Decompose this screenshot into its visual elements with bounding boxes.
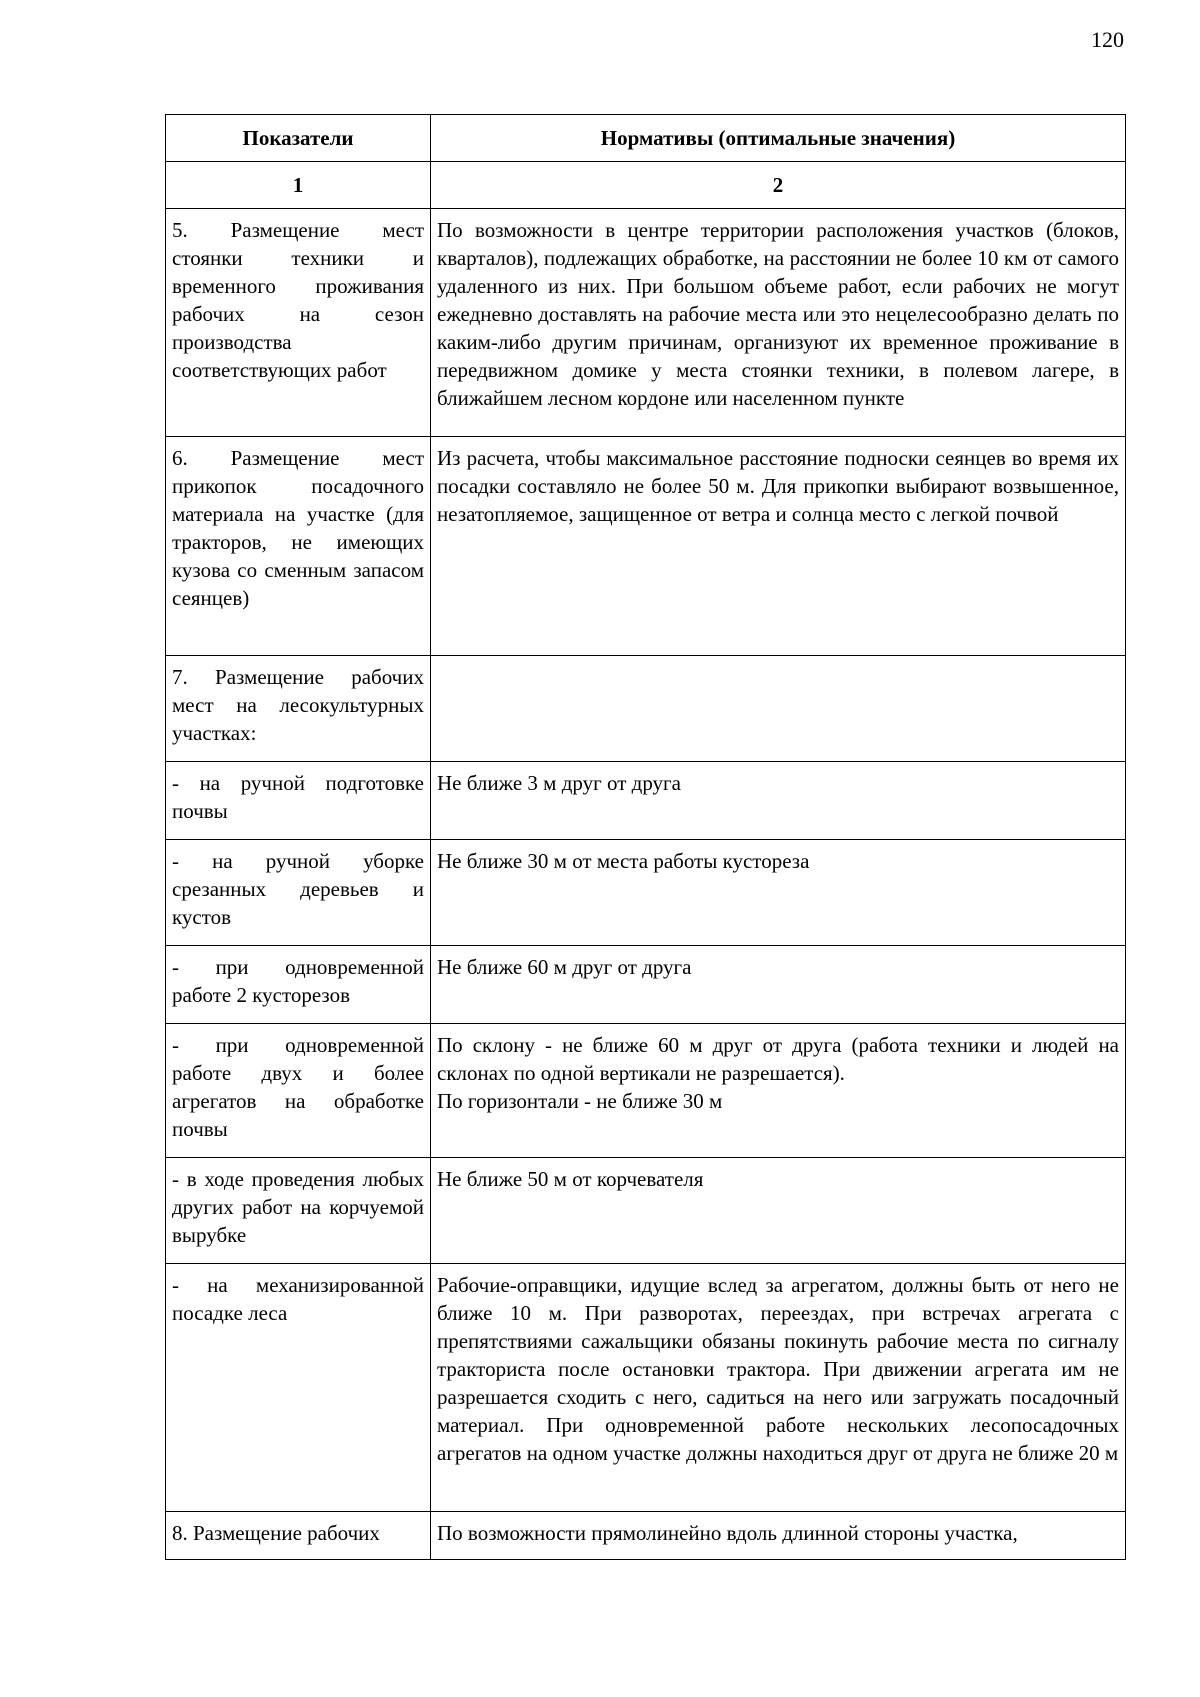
table-row xyxy=(166,1512,1126,1560)
table-header-row xyxy=(166,115,1126,162)
norm-cell xyxy=(431,762,1126,840)
indicator-cell: 5. Размещение мест стоянки техники и временного проживания рабочих на сезон производства соответствующих работ xyxy=(166,209,431,437)
norm-text: Рабочие-оправщики, идущие вслед за агрегатом, должны быть от него не ближе 10 м. При разворотах, переездах, при встречах агрегата с препятствиями сажальщики обязаны покинуть рабочие места по сигналу тракториста после остановки трактора. При движении агрегата им не разрешается сходить с него, садиться на него или загружать посадочный материал. При одновременной работе нескольких лесопосадочных агрегатов на одном участке должны находиться друг от друга не ближе 20 м xyxy=(437,1273,1119,1465)
table-row xyxy=(166,1024,1126,1158)
norm-cell xyxy=(431,437,1126,656)
table-row xyxy=(166,840,1126,946)
indicator-cell: 6. Размещение мест прикопок посадочного материала на участке (для тракторов, не имеющих кузова со сменным запасом сеянцев) xyxy=(166,437,431,656)
norm-cell xyxy=(431,840,1126,946)
norm-cell xyxy=(431,656,1126,762)
indicator-cell: - в ходе проведения любых других работ на корчуемой вырубке xyxy=(166,1158,431,1264)
norm-text: По возможности прямолинейно вдоль длинной стороны участка, xyxy=(437,1521,1018,1545)
indicator-cell: - на ручной уборке срезанных деревьев и кустов xyxy=(166,840,431,946)
table-row xyxy=(166,1264,1126,1512)
indicator-cell: - на механизированной посадке леса xyxy=(166,1264,431,1512)
table-row xyxy=(166,1158,1126,1264)
table-row xyxy=(166,209,1126,437)
header-indicators: Показатели xyxy=(166,115,431,162)
norm-cell xyxy=(431,1158,1126,1264)
norm-cell xyxy=(431,209,1126,437)
table-row xyxy=(166,437,1126,656)
indicator-cell: - на ручной подготовке почвы xyxy=(166,762,431,840)
norm-text-extra: По горизонтали - не ближе 30 м xyxy=(437,1089,723,1113)
norm-text: Из расчета, чтобы максимальное расстояние подноски сеянцев во время их посадки составляло не более 50 м. Для прикопки выбирают возвышенное, незатопляемое, защищенное от ветра и солнца место с легкой почвой xyxy=(437,446,1119,526)
column-number-2: 2 xyxy=(431,162,1126,209)
norm-cell xyxy=(431,1264,1126,1512)
norm-text: По склону - не ближе 60 м друг от друга (работа техники и людей на склонах по одной вертикали не разрешается). xyxy=(437,1033,1119,1085)
page-number: 120 xyxy=(1091,27,1124,52)
indicator-cell: - при одновременной работе 2 кусторезов xyxy=(166,946,431,1024)
norm-cell xyxy=(431,1512,1126,1560)
norms-table xyxy=(165,114,1126,1560)
norm-cell xyxy=(431,946,1126,1024)
column-number-row xyxy=(166,162,1126,209)
header-norms: Нормативы (оптимальные значения) xyxy=(431,115,1126,162)
norm-text: По возможности в центре территории расположения участков (блоков, кварталов), подлежащих обработке, на расстоянии не более 10 км от самого удаленного из них. При большом объеме работ, если рабочих не могут ежедневно доставлять на рабочие места или это нецелесообразно делать по каким-либо другим причинам, организуют их временное проживание в передвижном домике у места стоянки техники, в полевом лагере, в ближайшем лесном кордоне или населенном пункте xyxy=(437,218,1119,410)
column-number-1: 1 xyxy=(166,162,431,209)
norm-text: Не ближе 30 м от места работы кустореза xyxy=(437,849,810,873)
indicator-cell: 8. Размещение рабочих xyxy=(166,1512,431,1560)
table-row xyxy=(166,762,1126,840)
norm-text: Не ближе 50 м от корчевателя xyxy=(437,1167,704,1191)
norm-cell xyxy=(431,1024,1126,1158)
norm-text: Не ближе 60 м друг от друга xyxy=(437,955,692,979)
table-row xyxy=(166,946,1126,1024)
table-row xyxy=(166,656,1126,762)
indicator-cell: - при одновременной работе двух и более агрегатов на обработке почвы xyxy=(166,1024,431,1158)
norm-text: Не ближе 3 м друг от друга xyxy=(437,771,681,795)
indicator-cell: 7. Размещение рабочих мест на лесокультурных участках: xyxy=(166,656,431,762)
